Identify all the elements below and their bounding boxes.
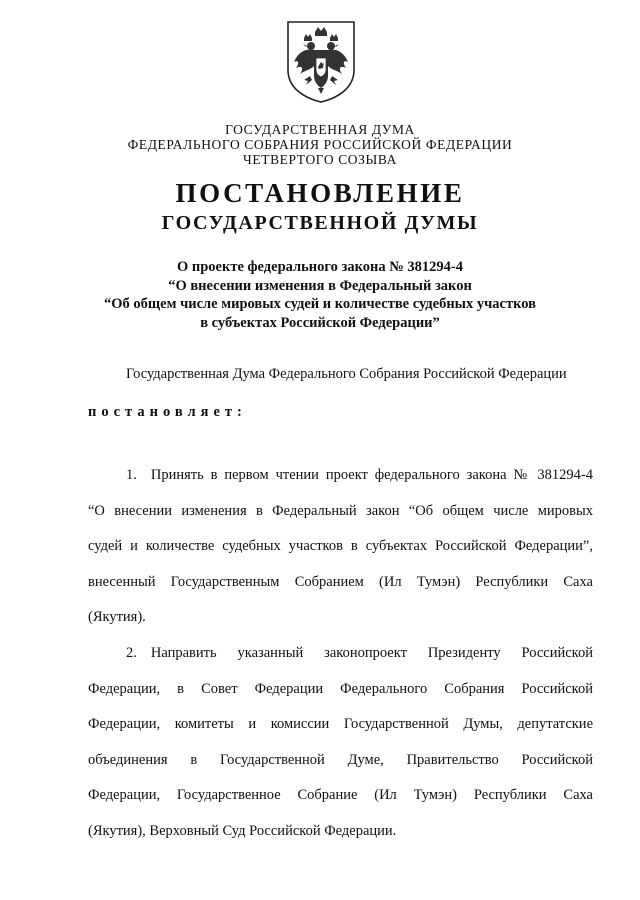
subject-line-4: в субъектах Российской Федерации” [200, 314, 440, 331]
document-subtitle: ГОСУДАРСТВЕННОЙ ДУМЫ [161, 212, 479, 234]
issuer-header [0, 122, 640, 167]
issuer-line-3: ЧЕТВЕРТОГО СОЗЫВА [243, 152, 397, 167]
intro-paragraph: Государственная Дума Федерального Собрания Российской Федерации [126, 366, 567, 382]
clause-text: Принять в первом чтении проект федерального закона № 381294-4 [150, 467, 593, 483]
clause-1-line-3: судей и количестве судебных участков в субъектах Российской Федерации”, [88, 538, 593, 554]
clause-2 [88, 636, 593, 849]
decree-word: постановляет: [88, 404, 247, 420]
clause-2-line-5: Федерации, Государственное Собрание (Ил Тумэн) Республики Саха [88, 787, 593, 803]
subject-line-2: “О внесении изменения в Федеральный закон [168, 277, 472, 294]
clause-1-line-2: “О внесении изменения в Федеральный закон “Об общем числе мировых [88, 502, 593, 519]
clause-2-line-2: Федерации, в Совет Федерации Федерального Собрания Российской [88, 680, 593, 697]
clause-1 [88, 458, 593, 636]
issuer-line-1: ГОСУДАРСТВЕННАЯ ДУМА [225, 122, 415, 137]
clause-2-line-6: (Якутия), Верховный Суд Российской Федерации. [88, 822, 397, 839]
russian-coat-of-arms-icon [284, 18, 358, 104]
document-title: ПОСТАНОВЛЕНИЕ [175, 178, 465, 208]
clause-number: 1. [126, 467, 137, 483]
clause-2-line-3: Федерации, комитеты и комиссии Государственной Думы, депутатские [88, 716, 593, 732]
clause-number: 2. [126, 645, 137, 661]
subject-line-1: О проекте федерального закона № 381294-4 [176, 259, 464, 275]
clause-2-line-1 [88, 636, 593, 672]
document-subject [0, 258, 640, 332]
clause-text: Направить указанный законопроект Президенту Российской [150, 645, 593, 661]
clause-1-line-4: внесенный Государственным Собранием (Ил Тумэн) Республики Саха [88, 573, 593, 590]
clause-2-line-4: объединения в Государственной Думе, Правительство Российской [88, 751, 593, 768]
issuer-line-2: ФЕДЕРАЛЬНОГО СОБРАНИЯ РОССИЙСКОЙ ФЕДЕРАЦИИ [127, 137, 513, 152]
subject-line-3: “Об общем числе мировых судей и количестве судебных участков [104, 296, 536, 312]
clause-1-line-5: (Якутия). [88, 609, 146, 625]
clause-1-line-1 [88, 458, 593, 494]
